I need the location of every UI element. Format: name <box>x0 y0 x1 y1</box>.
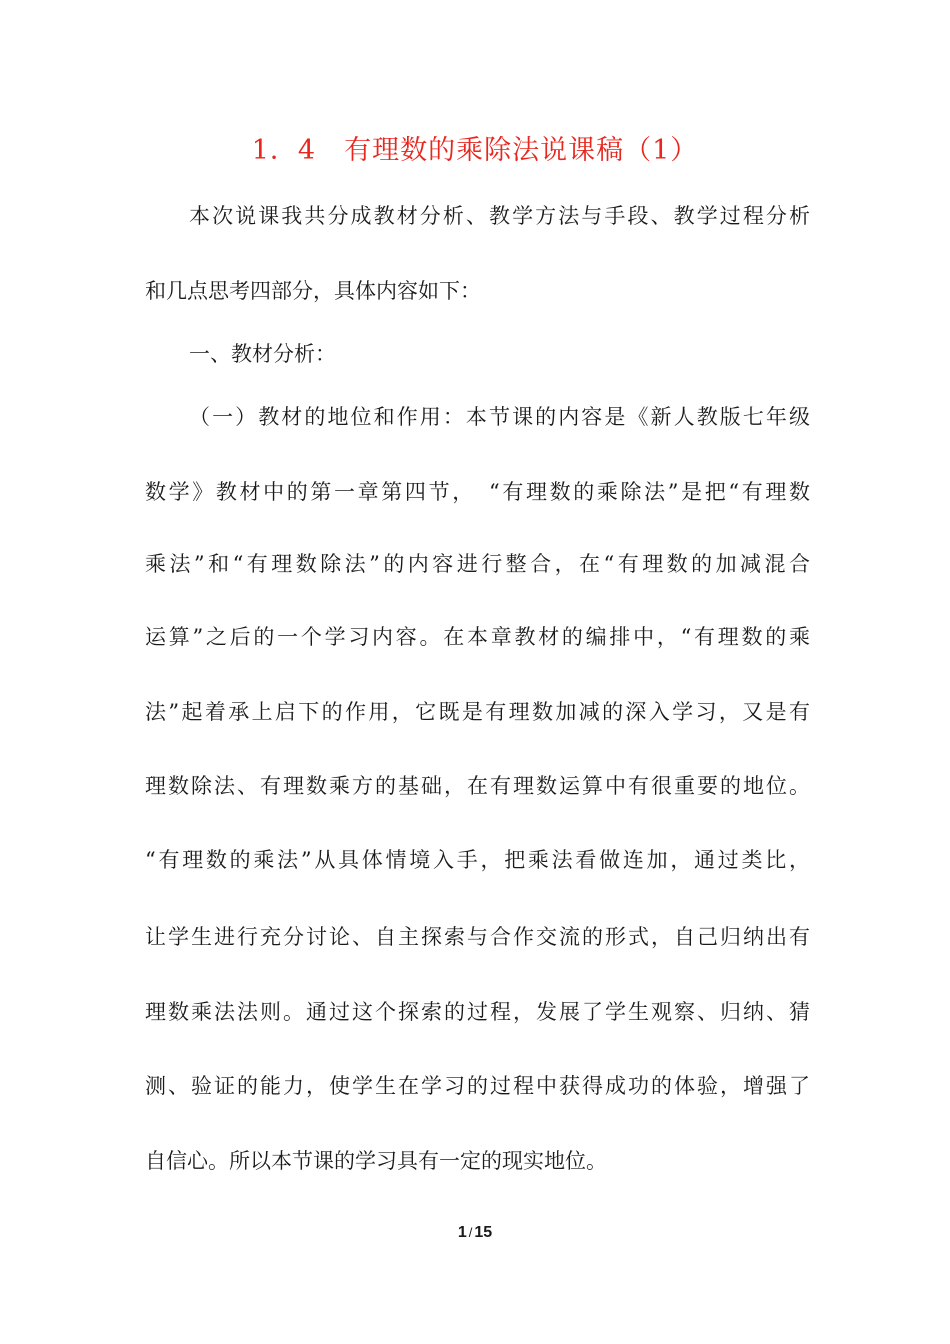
paragraph-line: 理数乘法法则。通过这个探索的过程，发展了学生观察、归纳、猜 <box>145 1000 810 1024</box>
section-heading: 一、教材分析： <box>189 342 336 366</box>
paragraph-line: 法”起着承上启下的作用，它既是有理数加减的深入学习，又是有 <box>145 700 810 724</box>
paragraph-line: （一）教材的地位和作用：本节课的内容是《新人教版七年级 <box>189 405 810 429</box>
page-current: 1 <box>457 1224 467 1241</box>
paragraph-line: 理数除法、有理数乘方的基础，在有理数运算中有很重要的地位。 <box>145 774 810 798</box>
paragraph-line: 运算”之后的一个学习内容。在本章教材的编排中，“有理数的乘 <box>145 625 810 649</box>
paragraph-line: 自信心。所以本节课的学习具有一定的现实地位。 <box>145 1149 607 1173</box>
page-separator: / <box>468 1225 473 1240</box>
document-title: 1．4 有理数的乘除法说课稿（1） <box>251 135 699 166</box>
paragraph-line: 乘法”和“有理数除法”的内容进行整合，在“有理数的加减混合 <box>145 552 810 576</box>
paragraph-line: 测、验证的能力，使学生在学习的过程中获得成功的体验，增强了 <box>145 1074 810 1098</box>
paragraph-line: 本次说课我共分成教材分析、教学方法与手段、教学过程分析 <box>189 204 810 228</box>
paragraph-line: “有理数的乘法”从具体情境入手，把乘法看做连加，通过类比， <box>145 848 810 872</box>
paragraph-line: 和几点思考四部分，具体内容如下： <box>145 279 481 303</box>
paragraph-line: 让学生进行充分讨论、自主探索与合作交流的形式，自己归纳出有 <box>145 925 810 949</box>
page-number <box>0 1224 950 1242</box>
page-total: 15 <box>474 1224 493 1241</box>
paragraph-line: 数学》教材中的第一章第四节， “有理数的乘除法”是把“有理数 <box>145 480 810 504</box>
